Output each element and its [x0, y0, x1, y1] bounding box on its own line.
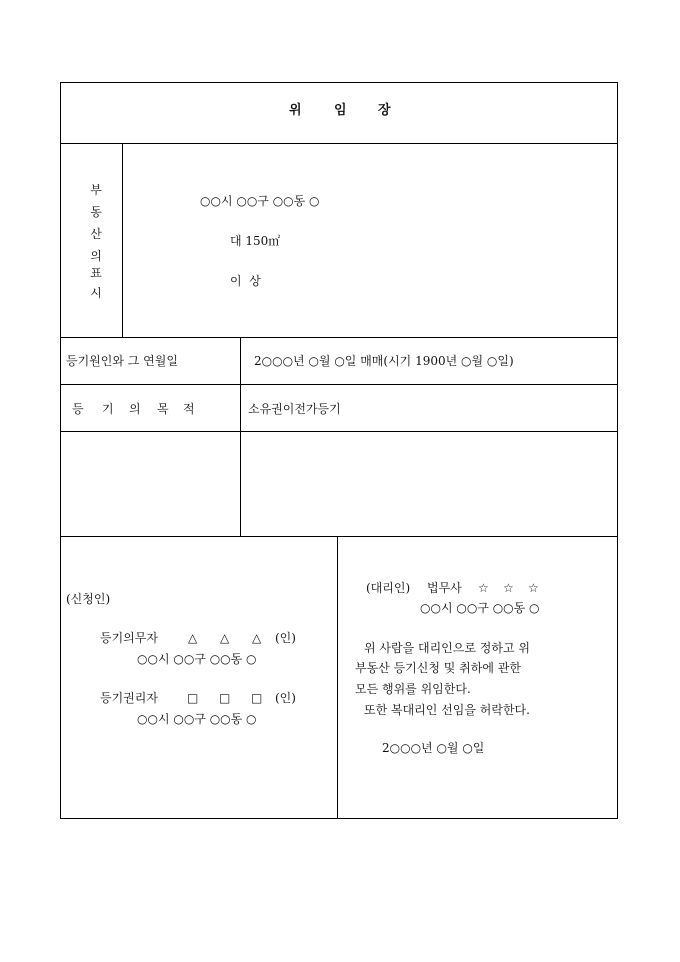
agent-heading: (대리인)	[366, 581, 411, 595]
agent-address: ○○시 ○○구 ○○동 ○	[420, 601, 540, 615]
agent-text-line: 모든 행위를 위임한다.	[355, 682, 471, 696]
agent-text-line: 부동산 등기신청 및 취하에 관한	[355, 661, 521, 675]
obligor-mark: △	[220, 631, 230, 645]
purpose-label-char: 목	[157, 402, 169, 416]
purpose-label-char: 적	[183, 402, 195, 416]
obligor-seal: (인)	[275, 631, 296, 645]
property-label-char: 산	[90, 227, 102, 241]
property-label-char: 의	[90, 249, 102, 263]
purpose-label-char: 등	[72, 402, 84, 416]
obligor-mark: △	[252, 631, 262, 645]
agent-mark: ☆	[503, 581, 514, 595]
property-label-char: 표	[90, 266, 102, 280]
cause-value: 2○○○년 ○월 ○일 매매(시기 1900년 ○월 ○일)	[254, 354, 514, 368]
property-land: 대 150㎡	[230, 234, 281, 248]
holder-address: ○○시 ○○구 ○○동 ○	[137, 712, 257, 726]
property-label-char: 동	[90, 205, 102, 219]
agent-mark: ☆	[478, 581, 489, 595]
purpose-label-char: 의	[129, 402, 141, 416]
holder-mark: □	[219, 691, 231, 705]
property-label-char: 시	[90, 286, 102, 300]
holder-mark: □	[187, 691, 199, 705]
agent-mark: ☆	[528, 581, 539, 595]
document-title	[60, 104, 618, 120]
property-label-char: 부	[90, 183, 102, 197]
agent-text-line: 또한 복대리인 선임을 허락한다.	[364, 703, 530, 717]
title-char-2: 임	[334, 103, 349, 118]
obligor-address: ○○시 ○○구 ○○동 ○	[137, 652, 257, 666]
purpose-label-char: 기	[102, 402, 114, 416]
agent-title: 법무사	[427, 581, 462, 595]
holder-label: 등기권리자	[100, 691, 158, 705]
property-address: ○○시 ○○구 ○○동 ○	[200, 194, 320, 208]
property-end: 이 상	[230, 274, 261, 288]
cause-label: 등기원인와 그 연월일	[66, 354, 178, 368]
applicant-heading: (신청인)	[66, 592, 111, 606]
agent-text-line: 위 사람을 대리인으로 정하고 위	[364, 641, 530, 655]
purpose-value: 소유권이전가등기	[248, 402, 341, 416]
title-char-3: 장	[378, 103, 393, 118]
title-char-1: 위	[289, 103, 304, 118]
holder-mark: □	[251, 691, 263, 705]
holder-seal: (인)	[275, 691, 296, 705]
obligor-mark: △	[188, 631, 198, 645]
obligor-label: 등기의무자	[100, 631, 158, 645]
agent-date: 2○○○년 ○월 ○일	[382, 741, 485, 755]
